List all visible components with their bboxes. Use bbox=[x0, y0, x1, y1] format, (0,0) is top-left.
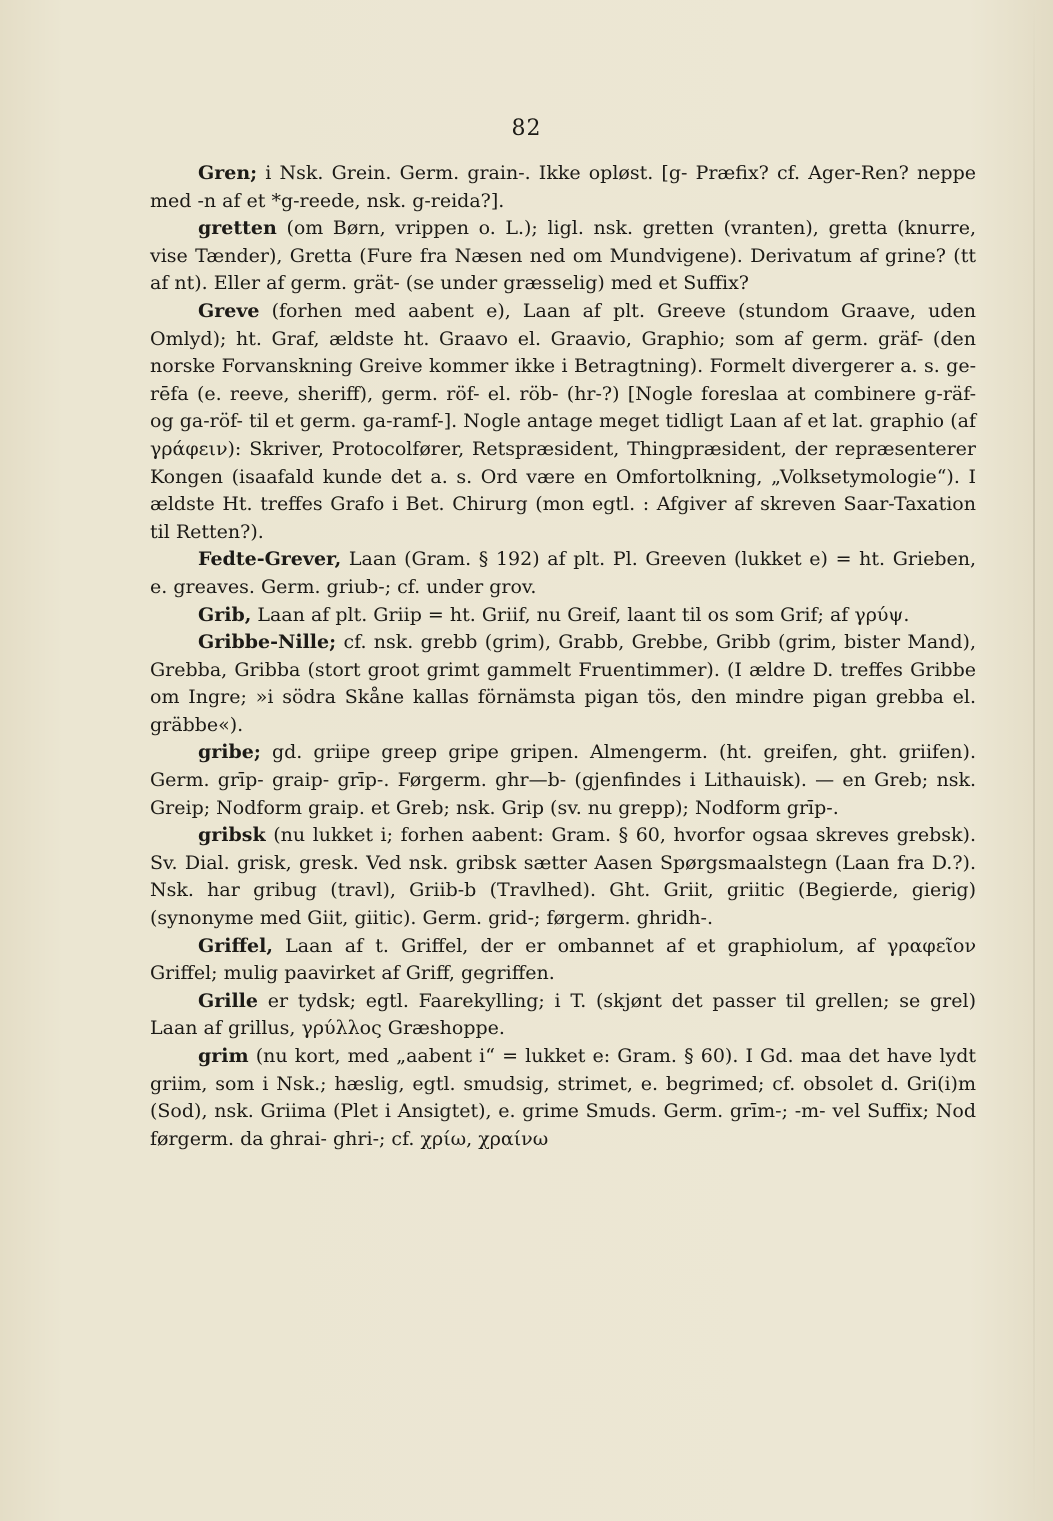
entry-gretten bbox=[150, 215, 976, 298]
entry-gribe bbox=[150, 739, 976, 822]
entry-text: (om Børn, vrippen o. L.); ligl. nsk. gretten (vranten), gretta (knurre, vise Tænder), Gretta (Fure fra Næsen ned om Mundvigene). Derivatum af grine? (tt af nt). Eller af germ. grät- (se under græsselig) med et Suffix? bbox=[150, 217, 976, 295]
entry-text: Laan af plt. Griip = ht. Griif, nu Greif, laant til os som Grif; af γρύψ. bbox=[251, 603, 910, 626]
entries-column bbox=[150, 160, 976, 1153]
entry-text: er tydsk; egtl. Faarekylling; i T. (skjønt det passer til grellen; se grel) Laan af grillus, γρύλλος Græshoppe. bbox=[150, 989, 976, 1040]
headword: gretten bbox=[198, 217, 277, 240]
page-fold-shadow bbox=[1033, 0, 1035, 1521]
headword: Gribbe-Nille; bbox=[198, 631, 337, 654]
entry-grim bbox=[150, 1043, 976, 1153]
headword: Grib, bbox=[198, 603, 252, 626]
entry-text: gd. griipe greep gripe gripen. Almengerm. (ht. greifen, ght. griifen). Germ. grīp- graip- grīp-. Førgerm. ghr—b- (gjenfindes i Lithauisk). — en Greb; nsk. Greip; Nodform graip. et Greb; nsk. Grip (sv. nu grepp); Nodform grīp-. bbox=[150, 741, 976, 819]
entry-text: (nu lukket i; forhen aabent: Gram. § 60, hvorfor ogsaa skreves grebsk). Sv. Dial. grisk, gresk. Ved nsk. gribsk sætter Aasen Spørgsmaalstegn (Laan fra D.?). Nsk. har gribug (travl), Griib-b (Travlhed). Ght. Griit, griitic (Begierde, gierig) (synonyme med Giit, giitic). Germ. grid-; førgerm. ghridh-. bbox=[150, 824, 976, 930]
entry-text: (forhen med aabent e), Laan af plt. Greeve (stundom Graave, uden Omlyd); ht. Graf, ældste ht. Graavo el. Graavio, Graphio; som af germ. gräf- (den norske Forvanskning Greive kommer ikke i Betragtning). Formelt divergerer a. s. ge-rēfa (e. reeve, sheriff), germ. röf- el. röb- (hr-?) [Nogle foreslaa at combinere g-räf- og ga-röf- til et germ. ga-ramf-]. Nogle antage meget tidligt Laan af et lat. graphio (af γράφειν): Skriver, Protocolfører, Retspræsident, Thingpræsident, der repræsenterer Kongen (isaafald kunde det a. s. Ord være en Omfortolkning, „Volksetymologie“). I ældste Ht. treffes Grafo i Bet. Chirurg (mon egtl. : Afgiver af skreven Saar-Taxation til Retten?). bbox=[150, 299, 976, 543]
entry-griffel bbox=[150, 933, 976, 988]
headword: Griffel, bbox=[198, 934, 273, 957]
entry-gribsk bbox=[150, 822, 976, 932]
headword: gribe; bbox=[198, 741, 261, 764]
entry-gribbe-nille bbox=[150, 629, 976, 739]
headword: Gren; bbox=[198, 162, 258, 184]
entry-gren bbox=[150, 160, 976, 215]
headword: grim bbox=[198, 1045, 249, 1067]
headword: gribsk bbox=[198, 824, 266, 847]
headword: Fedte-Grever, bbox=[198, 548, 342, 571]
entry-grib bbox=[150, 602, 976, 630]
entry-text: cf. nsk. grebb (grim), Grabb, Grebbe, Gribb (grim, bister Mand), Grebba, Gribba (stort groot grimt gammelt Fruentimmer). (I ældre D. treffes Gribbe om Ingre; »i södra Skåne kallas förnämsta pigan tös, den mindre pigan grebba el. gräbbe«). bbox=[150, 631, 976, 736]
entry-text: Laan (Gram. § 192) af plt. Pl. Greeven (lukket e) = ht. Grieben, e. greaves. Germ. griub-; cf. under grov. bbox=[150, 548, 976, 598]
headword: Greve bbox=[198, 299, 260, 322]
page-number: 82 bbox=[511, 116, 542, 141]
entry-grille bbox=[150, 988, 976, 1043]
entry-text: i Nsk. Grein. Germ. grain-. Ikke opløst. [g- Præfix? cf. Ager-Ren? neppe med -n af et *g-reede, nsk. g-reida?]. bbox=[150, 162, 976, 212]
entry-greve bbox=[150, 298, 976, 546]
entry-text: Laan af t. Griffel, der er ombannet af et graphiolum, af γραφεῖον Griffel; mulig paavirket af Griff, gegriffen. bbox=[150, 934, 976, 985]
entry-text: (nu kort, med „aabent i“ = lukket e: Gram. § 60). I Gd. maa det have lydt griim, som i Nsk.; hæslig, egtl. smudsig, strimet, e. begrimed; cf. obsolet d. Gri(i)m (Sod), nsk. Griima (Plet i Ansigtet), e. grime Smuds. Germ. grīm-; -m- vel Suffix; Nod førgerm. da ghrai- ghri-; cf. χρίω, χραίνω bbox=[150, 1045, 976, 1150]
headword: Grille bbox=[198, 989, 258, 1012]
entry-fedte-grever bbox=[150, 546, 976, 601]
